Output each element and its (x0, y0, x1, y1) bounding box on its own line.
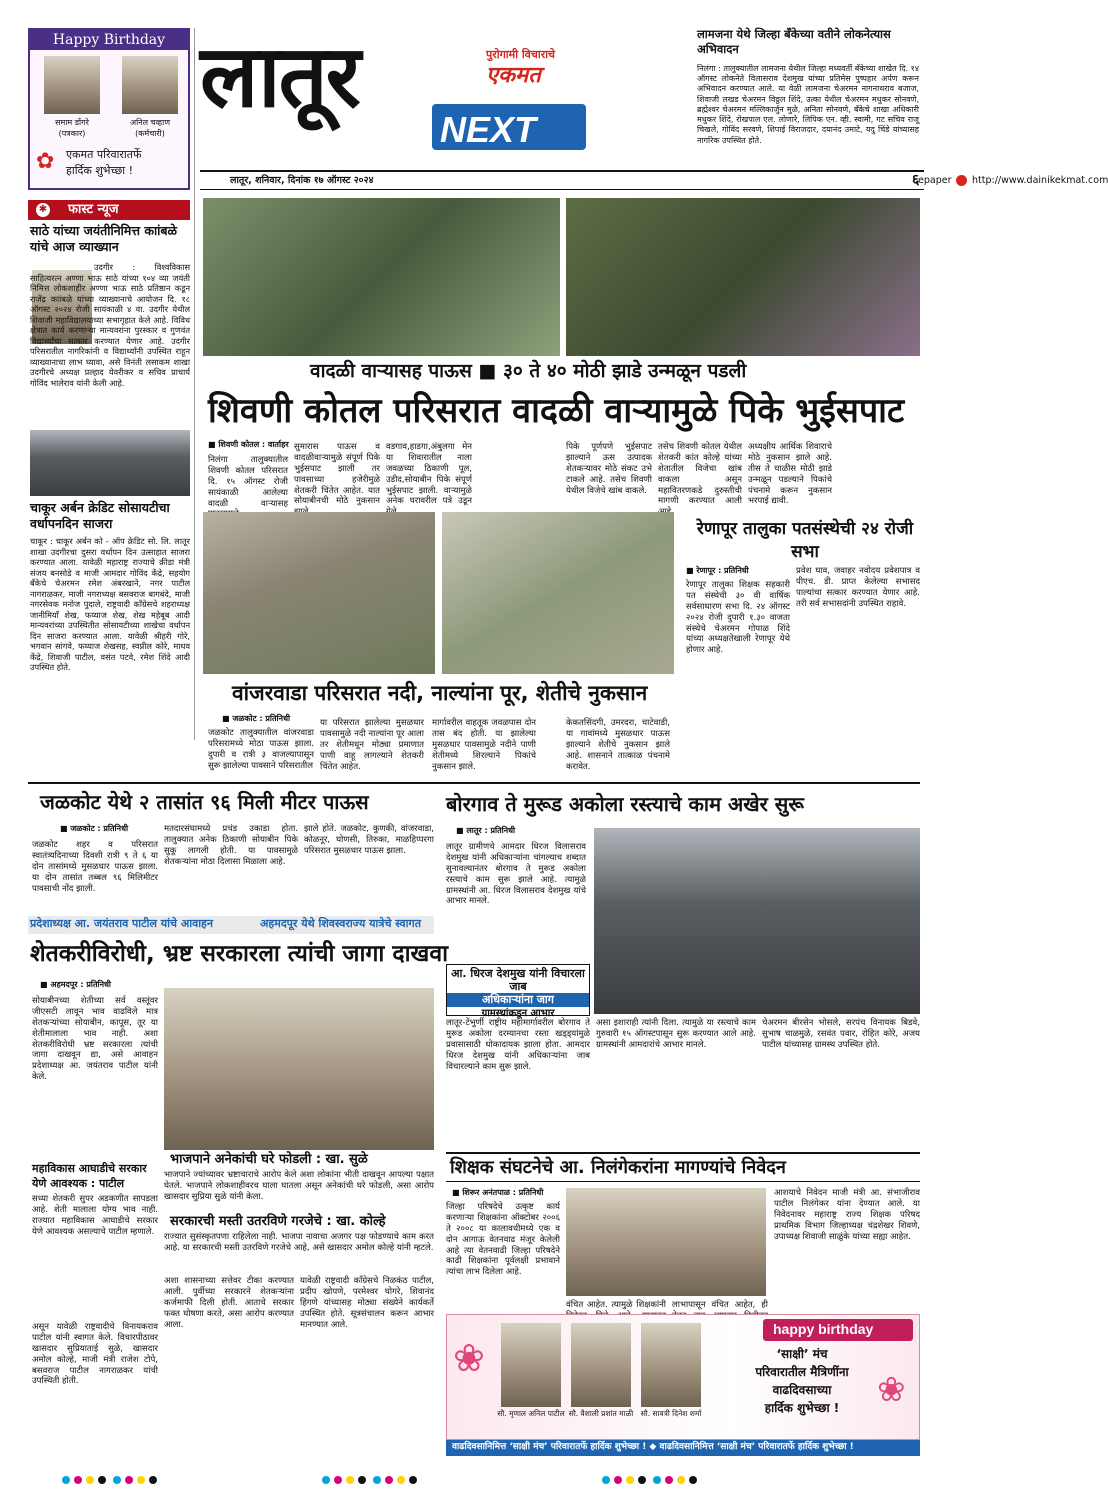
jayant-strip (28, 916, 434, 934)
masthead-brand: एकमत (486, 62, 541, 88)
ad-title-banner (763, 1319, 913, 1341)
sule-text: भाजपाने ज्यांच्यावर भ्रष्टाचाराचे आरोप केले अशा लोकांना भीती दाखवून आपल्या पक्षात घेतले. भाजपाने लोकशाहीवरच घाला घातला असून अनेकांची घरे फोडली, असा आरोप खासदार सुप्रिया सुळे यांनी केला. (164, 1170, 434, 1202)
sub2-headline: सरकारची मस्ती उतरविणे गरजेचे : खा. कोल्हे (170, 1214, 386, 1229)
sidebar-story2-text: चाकूर : चाकूर अर्बन को - ऑप क्रेडिट सो. लि. लातूर शाखा उदगीरचा दुसरा वर्धापन दिन उत्साहात साजरा करण्यात आला. यावेळी महाराष्ट्र राज्याचे क्रीडा मंत्री संजय बनसोडे व माजी आमदार गोविंद केंद्रे, सहयोग बँकेचे चेअरमन रमेश अंबरखाने, नगर पाटील नागराळकर, माजी नगराध्यक्ष बसवराज बागबंदे, माजी नगरसेवक मनोज पुदाले, राष्ट्रवादी काँग्रेसचे शहराध्यक्ष जानीमियाँ शेख, फय्याज शेख, शेख महेबूब आदी मान्यवरांच्या उपस्थितीत सोसायटीच्या शाखेचा वर्धापन दिन साजरा करण्यात आला. यावेळी श्रीहरी गोरे, भगवान सांगवे, फय्याज शेखसह, स्वप्नील कोरे, माधव केंद्रे, शिवाजी पाटील, वसंत पटवे, रमेश शिंदे आदी उपस्थित होते. (30, 536, 190, 672)
sub1-headline: महाविकास आघाडीचे सरकार येणे आवश्यक : पाटील (32, 1162, 147, 1190)
main-col2: सुमारास पाऊस व वादळीवाऱ्यामुळे संपूर्ण पिके भुईसपाट झाली तर पावसाच्या हजेरीमुळे शेतकरी चिंतेत आहेत. यात सोयाबीनची मोठे नुकसान (294, 442, 380, 507)
jalkot-byline: ■ जळकोट : प्रतिनिधी (60, 824, 128, 834)
callout-line2: अधिकाऱ्यांना जाग (447, 993, 589, 1007)
fast-news-title: फास्ट न्यूज (68, 202, 119, 217)
jalkot-headline: जळकोट येथे २ तासांत ९६ मिली मीटर पाऊस (40, 790, 369, 814)
jayant-strip-left: प्रदेशाध्यक्ष आ. जयंतराव पाटील यांचे आवाहन (30, 917, 213, 930)
main-col1: निलंगा तालुक्यातील शिवणी कोतल परिसरात दि. १५ ऑगस्ट रोजी सायंकाळी आलेल्या वादळी वाऱ्यासह (208, 455, 288, 509)
shikshak-col1: जिल्हा परिषदेचे उत्कृष्ट कार्य करणाऱ्या शिक्षकांना ऑक्टोबर २००६ ते २००८ या कालावधीमध्ये एक व दोन आगाऊ वेतनवाढ मंजूर केलेली आहे त्या वेतनवाढी जिल्हा परिषदेने काढी शिक्षकांना पूर्वलक्षी प्रभावाने त्यांचा लाभ दिलेला आहे. (446, 1202, 560, 1278)
epaper-label: epaper (918, 175, 952, 186)
borgaon-photo (594, 828, 920, 1014)
person1-role: (पत्रकार) (58, 129, 86, 138)
ad-strip-text: वाढदिवसानिमित्त ‘साक्षी मंच’ परिवारातर्फे हार्दिक शुभेच्छा ! ◆ वाढदिवसानिमित्त ‘साक्षी मंच’ परिवारातर्फे हार्दिक शुभेच्छा ! (452, 1442, 854, 1452)
ad-line3: वाढदिवसाच्या (772, 1383, 832, 1397)
ad-girl2-name: सौ. वैशाली प्रशांत माळी (568, 1409, 634, 1418)
date-bar (200, 170, 1108, 190)
section-divider (28, 782, 920, 784)
ad-girl3-name: सौ. सावत्री दिनेश शर्मा (640, 1409, 702, 1418)
sule-headline: भाजपाने अनेकांची घरे फोडली : खा. सुळे (170, 1152, 368, 1167)
ad-strip (446, 1440, 920, 1456)
registration-marks-mid (320, 1476, 419, 1488)
greeting-line1: एकमत परिवारातर्फे (66, 148, 142, 161)
birthday-box (28, 28, 190, 190)
tree-photo-left (203, 198, 560, 356)
masthead-title: लातूर (200, 26, 359, 127)
person2-name: अनिल चव्हाण (129, 118, 171, 127)
shikshak-col2: वंचित आहेत. त्यामुळे शिक्षकांनी (566, 1300, 666, 1310)
sub2-text: राज्यात सुसंस्कृतपणा राहिलेला नाही. भाजपा नावाचा अजगर पक्ष फोडण्याचे काम करत आहे. या सरकारची मस्ती उतरविणे गरजेचे आहे, असे खासदार अमोल कोल्हे यांनी म्हटले. (164, 1232, 434, 1253)
ad-line4: हार्दिक शुभेच्छा ! (764, 1401, 840, 1415)
borgaon-headline: बोरगाव ते मुरूड अकोला रस्त्याचे काम अखेर सुरू (446, 792, 804, 816)
callout-line1: आ. धिरज देशमुख यांनी विचारला जाब (451, 967, 585, 993)
main-col4: पिके पूर्णपणे भुईसपाट झाल्याने ऊस उत्पादक शेतकऱ्यावर मोठे संकट उभे टाकले आहे. तसेच शिवणी येथील विजेचे खांब वाकले. (566, 442, 652, 496)
renapur-col2: प्रवेश घाव, जवाहर नवोदय प्रवेशपात्र व पीएच. डी. प्राप्त केलेल्या सभासद पाल्यांचा सत्कार करण्यात येणार आहे. तरी सर्व सभासदांनी उपस्थित राहावे. (796, 566, 920, 609)
jalkot-col1: जळकोट शहर व परिसरात स्वातंत्र्यदिनाच्या दिवशी रात्री ९ ते ६ या दोन तासांमध्ये मुसळधार पाऊस झाला. या दोन तासांत तब्बल ९६ मिलिमीटर पावसाची नोंद झाली. (32, 840, 158, 894)
borgaon-col3: चेअरमन बीरसेन भोसले, सरपंच विनायक बिडवे, सुभाष चाळमुळे, रसवंत पवार, रोहित कोरे, अजय पाटील यांच्यासह ग्रामस्थ उपस्थित होते. (762, 1018, 920, 1050)
ad-photo-2 (571, 1323, 631, 1407)
birthday-photo-1 (44, 56, 100, 114)
wanjarwada-col4: केकतसिंदगी, उमरदरा, चाटेवाडी, या गावांमध्ये मुसळधार पाऊस झाल्याने शेतीचे नुकसान झाले आहे. शासनाने तात्काळ पंचनामे करावेत. (566, 718, 670, 772)
flood-photo-left (203, 512, 435, 674)
wanjarwada-col2: या परिसरात झालेल्या मुसळधार पावसामुळे नदी नाल्यांना पूर आला तर शेतीमधून मोठ्या प्रमाणात पाणी वाहू लागल्याने शेतकरी चिंतेत आहेत. (320, 718, 424, 772)
tulip-left-icon: ❀ (453, 1336, 485, 1380)
wanjarwada-byline: ■ जळकोट : प्रतिनिधी (222, 714, 290, 724)
masthead-tagline: पुरोगामी विचाराचे (486, 48, 556, 61)
main-col5: तसेच शिवणी कोतल येथील शेतकरी कांत कोल्हे यांच्या शेतातील विजेचा खांब वाकला असून महावितरणकडे दुरुस्तीची मागणी करण्यात आली (658, 442, 742, 507)
jalkot-col3: झाले होते. जळकोट, कुणकी, वांजरवाडा, कोळनूर, घोणसी, तिरुका, माळहिप्परगा परिसरात मुसळधार पाऊस झाला. (304, 824, 434, 856)
main-headline: शिवणी कोतल परिसरात वादळी वाऱ्यामुळे पिके भुईसपाट (208, 391, 905, 431)
wanjarwada-col3: मार्गावरील वाहतूक जवळपास दोन तास बंद होती. या झालेल्या मुसळधार पावसामुळे नदीने पाणी शेतीमध्ये शिरल्याने पिकांचे नुकसान झाले. (432, 718, 536, 772)
tree-photo-right (566, 198, 920, 356)
next-badge (432, 104, 586, 150)
wanjarwada-col1: जळकोट तालुक्यातील वांजरवाडा परिसरामध्ये मोठा पाऊस झाला. दुपारी व रात्री ३ वाजल्यापासून सुरू झालेल्या पावसाने परिसरातील (208, 728, 314, 771)
page-number: ६ (912, 172, 920, 188)
globe-icon (956, 175, 967, 186)
renapur-headline: रेणापूर तालुका पतसंस्थेची २४ रोजी सभा (696, 519, 914, 562)
next-label: NEXT (440, 109, 537, 150)
shetkari-col1: सोयाबीनच्या शेतीच्या सर्व वस्तूंवर जीएसटी लावून भाव वाढविले मात्र शेतकऱ्यांच्या सोयाबीन, कापूस, तूर या शेतीमालाला भाव नाही. अशा शेतकरीविरोधी भ्रष्ट सरकारला त्यांची जागा दाखवून द्या, असे आवाहन प्रदेशाध्यक्ष आ. जयंतराव पाटील यांनी केले. (32, 996, 158, 1083)
ad-title: happy birthday (773, 1321, 874, 1337)
shikshak-col4: आशयाचे निवेदन माजी मंत्री आ. संभाजीराव पाटील निलंगेकर यांना देण्यात आले. या निवेदनावर महाराष्ट्र राज्य शिक्षक परिषद प्राथमिक विभाग जिल्हाध्यक्ष चंद्रशेखर शिवणे, उपाध्यक्ष शिवाजी साळुंके यांच्या सह्या आहेत. (774, 1188, 920, 1242)
ad-photo-1 (501, 1323, 561, 1407)
callout-line3: ग्रामस्थांकडून आभार (481, 1008, 555, 1019)
sidebar-story1-headline: साठे यांच्या जयंतीनिमित्त काांबळे यांचे आज व्याख्यान (30, 223, 178, 254)
main-kicker: वादळी वाऱ्यासह पाऊस ■ ३० ते ४० मोठी झाडे उन्मळून पडली (310, 360, 747, 382)
shikshak-byline: ■ शिरूर अनंतपाळ : प्रतिनिधी (452, 1188, 543, 1198)
sidebar-story1-text: उदगीर : विश्वविकास साहित्यरत्न अण्णा भाऊ साठे यांच्या १०४ व्या जयंती निमित्त लोकशाहीर अण्णा भाऊ साठे प्रतिष्ठान कडून राजेंद्र काांबळे यांच्या व्याख्यानाचे आयोजन दि. १८ ऑगस्ट २०२४ रोजी सायंकाळी ४ वा. उदगीर येथील शिवाजी महाविद्यालयाच्या सभागृहात केले आहे. विविध क्षेत्रात कार्य करणाऱ्या मान्यवरांना पुरस्कार व गुणवंत विद्यार्थ्यांचा सत्कार करण्यात येणार आहे. उदगीर परिसरातील नागरिकांनी व विद्यार्थ्यांनी उपस्थित राहून व्याख्यानाचा लाभ घ्यावा, असे विनंती लसाकम शाखा उदगीरचे अध्यक्ष प्रल्हाद येवरीकर व सचिव प्राचार्य गोविंद भालेराव यांनी केली आहे. (30, 262, 190, 388)
person2-role: (कर्मचारी) (135, 129, 165, 138)
fast-news-header (28, 200, 190, 220)
shetkari-headline: शेतकरीविरोधी, भ्रष्ट सरकारला त्यांची जागा दाखवा (30, 941, 449, 967)
birthday-ad (446, 1314, 920, 1440)
main-byline: ■ शिवणी कोतल : वार्ताहर (208, 440, 289, 450)
greeting-line2: हार्दिक शुभेच्छा ! (66, 164, 134, 177)
registration-marks-right (600, 1476, 699, 1488)
tulip-right-icon: ❀ (877, 1370, 906, 1410)
borgaon-text: लातूर ग्रामीणचे आमदार धिरज विलासराव देशमुख यांनी अधिकाऱ्यांना चांगल्याच शब्दात सुनावल्यानंतर बोरगाव ते मुरूड अकोला रस्त्याचे काम सुरू झाले आहे. त्यामुळे ग्रामस्थांनी आ. धिरज विलासराव देशमुख यांचे आभार मानले. (446, 842, 586, 907)
jalkot-col2: मतदारसंघामध्ये प्रचंड उकाडा होता. तालुक्यात अनेक ठिकाणी सोयाबीन पिके सुकू लागली होती. या पावसामुळे शेतकऱ्यांना मोठा दिलासा मिळाला आहे. (164, 824, 298, 867)
flower-icon: ✿ (36, 149, 55, 174)
ad-girl1-name: सौ. मृणाल अनिल पाटील (497, 1409, 565, 1418)
shetkari-bottom1: असून यावेळी राष्ट्रवादीचे विनायकराव पाटील यांनी स्वागत केले. विचारपीठावर खासदार सुप्रियाताई सुळे, खासदार अमोल कोल्हे, माजी मंत्री राजेश टोपे, बसवराज पाटील नागराळकर यांची उपस्थिती होती. (32, 1322, 158, 1387)
ad-photo-3 (641, 1323, 701, 1407)
topright-text: निलंगा : तालुक्यातील लामजना येथील जिल्हा मध्यवर्ती बँकेच्या शाखेत दि. १४ ऑगस्ट लोकनेते विलासराव देशमुख यांच्या प्रतिमेस पुष्पहार अर्पण करून अभिवादन करण्यात आले. या वेळी लामजना चेअरमन नागनाथराव बजाज, शिवाजी लखड चेअरमन विठ्ठल शिंदे, उत्का येथील चेअरमन मधुकर सोनवणे, ब्रह्मेश्वर चेअरमन मल्लिकार्जुन मुळे, अनिता सोनवणे, बँकेचे शाखा अधिकारी मधुकर शिंदे, रोखपाल एल. लोणारे, लिपिक एन. व्ही. स्वामी, गट सचिव राजू चिखले, गोविंद सरवणे, शिपाई विराजदार, दयानंद उमाटे, यदु चिंडे यांच्यासह नागरिक उपस्थित होते. (697, 64, 919, 145)
shikshak-photo (566, 1188, 766, 1296)
rally-photo (164, 988, 434, 1150)
sidebar-divider (194, 28, 195, 740)
borgaon-col2: असा इशाराही त्यांनी दिला. त्यामुळे या रस्त्याचे काम गुरुवारी १५ ऑगस्टपासून सुरू करण्यात आले आहे. ग्रामस्थांनी आमदारांचे आभार मानले. (596, 1018, 756, 1050)
jayant-strip-right: अहमदपूर येथे शिवस्वराज्य यात्रेचे स्वागत (260, 917, 421, 930)
shikshak-headline-box (446, 1152, 920, 1182)
shetkari-bottom3: यावेळी राष्ट्रवादी काँग्रेसचे निळकंठ पाटील, प्रदीप खोपणे, परमेश्वर घोगरे, शिवानंद हिंगणे यांच्यासह मोठ्या संख्येने कार्यकर्ते उपस्थित होते. सूत्रसंचालन करून आभार मानण्यात आले. (300, 1276, 434, 1330)
shetkari-bottom2: अशा शासनाच्या सत्तेवर टीका करण्यात आली. पुर्वीच्या सरकारने शेतकऱ्यांना कर्जमाफी दिली होती. आताचे सरकार फक्त घोषणा करते, असा आरोप करण्यात आला. (164, 1276, 294, 1330)
flood-photo-right (442, 512, 674, 674)
borgaon-byline: ■ लातूर : प्रतिनिधी (456, 826, 515, 836)
borgaon-callout (446, 964, 590, 1019)
sidebar-story2-photo (30, 430, 190, 496)
person1-name: समाम डोंगरे (55, 118, 89, 127)
date-line: लातूर, शनिवार, दिनांक १७ ऑगस्ट २०२४ (230, 175, 374, 186)
shikshak-headline: शिक्षक संघटनेचे आ. निलंगेकरांना मागण्यांचे निवेदन (450, 1157, 786, 1178)
sub1-text: सध्या शेतकरी सुपर अडकणीत सापडला आहे. शेती मालाला योग्य भाव नाही. राज्यात महाविकास आघाडीचे सरकार येणे आवश्यक असल्याचे पाटील म्हणाले. (32, 1194, 158, 1237)
main-col6: अध्यक्षीय आर्थिक शिवाराचे मोठे नुकसान झाले आहे. तीस ते चाळीस मोठी झाडे उन्मळून पडल्याने पिकांचे पंचनामे करून नुकसान भरपाई द्यावी. (748, 442, 832, 507)
ad-line1: ‘साक्षी’ मंच (776, 1347, 828, 1361)
birthday-title: Happy Birthday (30, 30, 188, 50)
website-url[interactable]: http://www.dainikekmat.com (972, 175, 1108, 186)
registration-marks-left (60, 1476, 159, 1488)
shetkari-byline: ■ अहमदपूर : प्रतिनिधी (40, 980, 111, 990)
spark-icon: ✱ (36, 203, 50, 217)
borgaon-col1: लातूर-टेंभुर्णी राष्ट्रीय महामार्गावरील बोरगाव ते मुरूड अकोला दरम्यानचा रस्ता खड्ड्यांमुळे प्रवासासाठी धोकादायक झाला होता. आमदार धिरज देशमुख यांनी अधिकाऱ्यांना जाब विचारल्याने काम सुरू झाले. (446, 1018, 590, 1072)
main-col3: वडगाव,हाडगा,अंबुलगा मेन या शिवारातील नाला जवळच्या ठिकाणी पूल, उडीद,सोयाबीन पिके संपूर्ण भुईसपाट झाली. वाऱ्यामुळे अनेक घरावरील पत्रे उडून (386, 442, 472, 507)
sidebar-story2-headline: चाकूर अर्बन क्रेडिट सोसायटीचा वर्धापनदिन साजरा (30, 500, 170, 531)
shikshak-col3: लाभापासून वंचित आहेत, ही (672, 1300, 768, 1310)
renapur-byline: ■ रेणापूर : प्रतिनिधी (686, 566, 749, 576)
ad-line2: परिवारातील मैत्रिणींना (755, 1365, 849, 1379)
wanjarwada-headline: वांजरवाडा परिसरात नदी, नाल्यांना पूर, शेतीचे नुकसान (232, 681, 648, 705)
topright-headline: लामजना येथे जिल्हा बँकेच्या वतीने लोकनेत्यास अभिवादन (697, 27, 891, 56)
birthday-photo-2 (122, 56, 178, 114)
renapur-col1: रेणापूर तालुका शिक्षक सहकारी पत संस्थेची ३० वी वार्षिक सर्वसाधारण सभा दि. २४ ऑगस्ट २०२४ रोजी दुपारी १.३० वाजता संस्थेचे चेअरमन गोपाळ शिंदे यांच्या अध्यक्षतेखाली रेणापूर येथे होणार आहे. (686, 580, 790, 656)
